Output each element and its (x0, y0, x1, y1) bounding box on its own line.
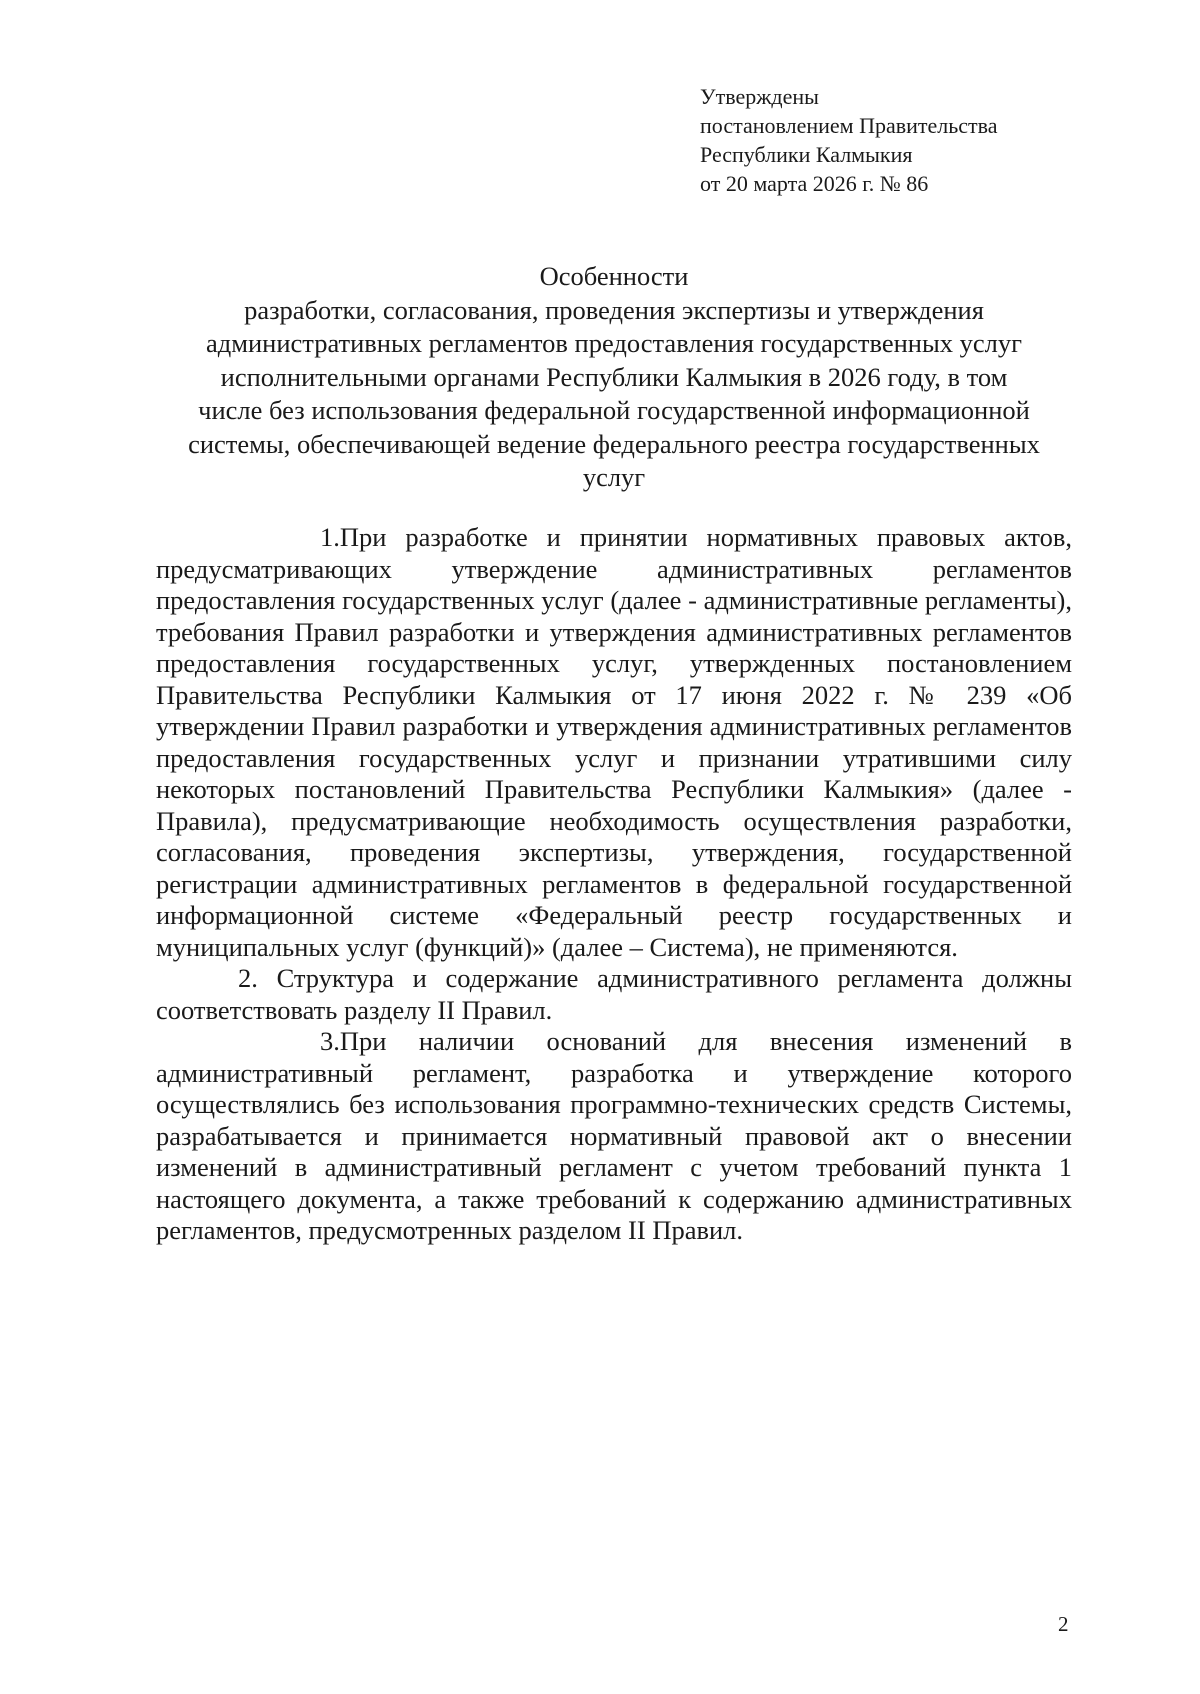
approval-line-2: постановлением Правительства (700, 113, 998, 138)
paragraph-3-text: При наличии оснований для внесения изменений в административный регламент, разработка и утверждение которого осуществлялись без использования программно-технических средств Системы, разрабатывается и принимается нормативный правовой акт о внесении изменений в административный регламент с учетом требований пункта 1 настоящего документа, а также требований к содержанию административных регламентов, предусмотренных разделом II Правил. (156, 1026, 1072, 1245)
paragraph-2-number: 2. (238, 963, 258, 993)
title-line-4: числе без использования федеральной государственной информационной (198, 395, 1030, 425)
paragraph-3-number: 3. (320, 1026, 340, 1056)
approval-line-1: Утверждены (700, 84, 819, 109)
paragraph-2 (156, 963, 1072, 1026)
title-line-3: исполнительными органами Республики Калмыкия в 2026 году, в том (220, 361, 1008, 392)
approval-line-3: Республики Калмыкия (700, 142, 913, 167)
paragraph-1 (156, 522, 1072, 963)
title-line-6: услуг (582, 462, 646, 492)
title-heading: Особенности (539, 261, 689, 291)
title-line-2: административных регламентов предоставления государственных услуг (205, 328, 1022, 358)
title-line-1: разработки, согласования, проведения экспертизы и утверждения (244, 294, 984, 325)
approval-stamp (700, 82, 998, 198)
paragraph-1-number: 1. (320, 522, 340, 552)
page-number: 2 (1058, 1612, 1069, 1636)
paragraph-1-text: При разработке и принятии нормативных правовых актов, предусматривающих утверждение административных регламентов предоставления государственных услуг (далее - административные регламенты), требования Правил разработки и утверждения административных регламентов предоставления государственных услуг, утвержденных постановлением Правительства Республики Калмыкия от 17 июня 2022 г. № 239 «Об утверждении Правил разработки и утверждения административных регламентов предоставления государственных услуг и признании утратившими силу некоторых постановлений Правительства Республики Калмыкия» (далее - Правила), предусматривающие необходимость осуществления разработки, согласования, проведения экспертизы, утверждения, государственной регистрации административных регламентов в федеральной государственной информационной системе «Федеральный реестр государственных и муниципальных услуг (функций)» (далее – Система), не применяются. (156, 522, 1072, 962)
document-body (156, 522, 1072, 1247)
paragraph-2-text: Структура и содержание административного регламента должны соответствовать разделу II Правил. (156, 963, 1073, 1025)
approval-line-4: от 20 марта 2026 г. № 86 (700, 171, 929, 196)
title-line-5: системы, обеспечивающей ведение федерального реестра государственных (188, 428, 1040, 459)
paragraph-3 (156, 1026, 1072, 1247)
document-title (150, 260, 1078, 495)
